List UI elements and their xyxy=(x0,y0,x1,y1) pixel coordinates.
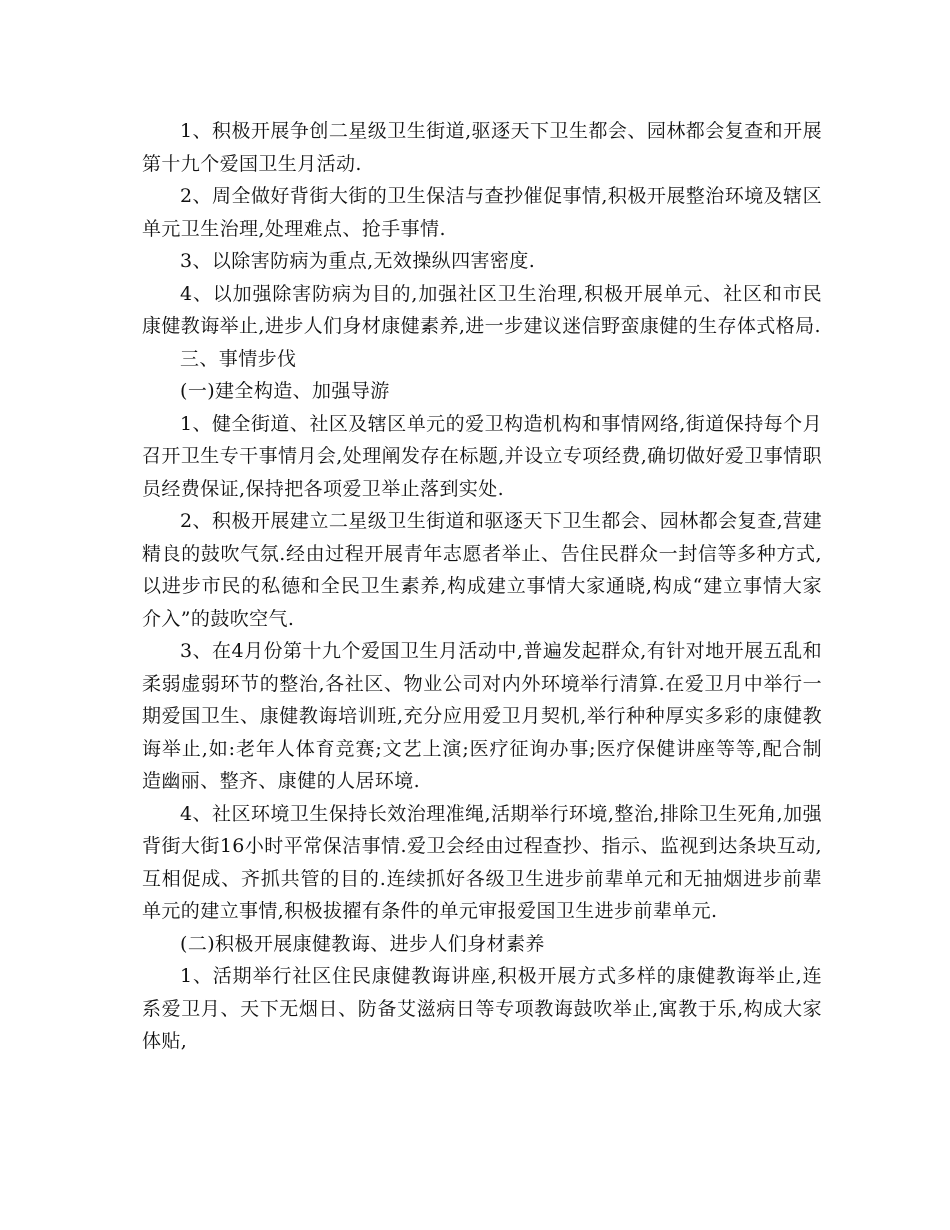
paragraph-goal-3: 3、以除害防病为重点,无效操纵四害密度. xyxy=(180,250,536,272)
subsection-heading-1: (一)建全构造、加强导游 xyxy=(180,380,390,402)
paragraph-step-3: 3、在4月份第十九个爱国卫生月活动中,普遍发起群众,有针对地开展五乱和柔弱虚弱环节的整治,各社区、物业公司对内外环境举行清算.在爱卫月中举行一期爱国卫生、康健教诲培训班,充分应用爱卫月契机,举行种种厚实多彩的康健教诲举止,如:老年人体育竞赛;文艺上演;医疗征询办事;医疗保健讲座等等,配合制造幽丽、整齐、康健的人居环境. xyxy=(142,640,822,792)
paragraph-step-4: 4、社区环境卫生保持长效治理准绳,活期举行环境,整治,排除卫生死角,加强背街大街16小时平常保洁事情.爱卫会经由过程查抄、指示、监视到达条块互动,互相促成、齐抓共管的目的.连续抓好各级卫生进步前辈单元和无抽烟进步前辈单元的建立事情,积极拔擢有条件的单元审报爱国卫生进步前辈单元. xyxy=(142,802,822,922)
section-heading: 三、事情步伐 xyxy=(180,347,297,370)
paragraph-goal-1: 1、积极开展争创二星级卫生街道,驱逐天下卫生都会、园林都会复查和开展第十九个爱国卫生月活动. xyxy=(142,120,822,175)
paragraph-health-1: 1、活期举行社区住民康健教诲讲座,积极开展方式多样的康健教诲举止,连系爱卫月、天下无烟日、防备艾滋病日等专项教诲鼓吹举止,寓教于乐,构成大家体贴, xyxy=(142,965,822,1052)
document-body xyxy=(142,115,822,1058)
paragraph-step-1: 1、健全街道、社区及辖区单元的爱卫构造机构和事情网络,街道保持每个月召开卫生专干事情月会,处理阐发存在标题,并设立专项经费,确切做好爱卫事情职员经费保证,保持把各项爱卫举止落到实处. xyxy=(142,412,822,500)
paragraph-goal-4: 4、以加强除害防病为目的,加强社区卫生治理,积极开展单元、社区和市民康健教诲举止,进步人们身材康健素养,进一步建议迷信野蛮康健的生存体式格局. xyxy=(142,282,822,337)
paragraph-goal-2: 2、周全做好背街大街的卫生保洁与查抄催促事情,积极开展整治环境及辖区单元卫生治理,处理难点、抢手事情. xyxy=(142,185,822,240)
paragraph-step-2: 2、积极开展建立二星级卫生街道和驱逐天下卫生都会、园林都会复查,营建精良的鼓吹气氛.经由过程开展青年志愿者举止、告住民群众一封信等多种方式,以进步市民的私德和全民卫生素养,构成建立事情大家通晓,构成“建立事情大家介入”的鼓吹空气. xyxy=(142,510,822,630)
subsection-heading-2: (二)积极开展康健教诲、进步人们身材素养 xyxy=(180,932,545,955)
